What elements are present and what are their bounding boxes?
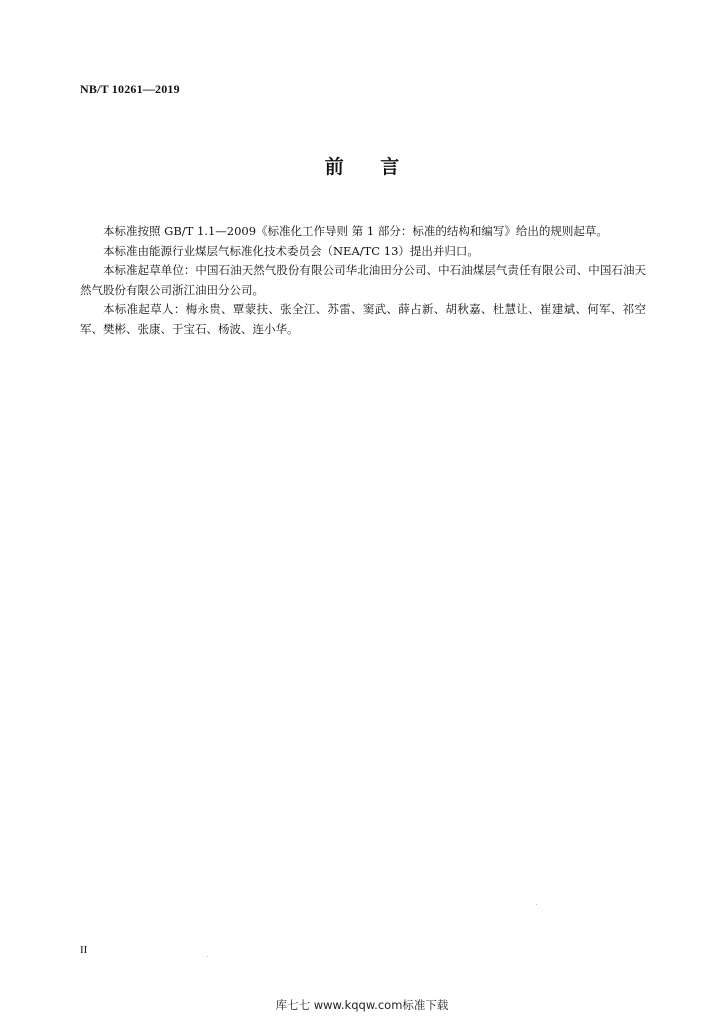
foreword-body (80, 222, 646, 340)
paragraph-drafting-rules: 本标准按照 GB/T 1.1—2009《标准化工作导则 第 1 部分：标准的结构和编写》给出的规则起草。 (103, 224, 608, 238)
page-number: II (80, 944, 88, 956)
download-watermark: 库七七 www.kqqw.com标准下载 (275, 998, 449, 1012)
paragraph-proposer: 本标准由能源行业煤层气标准化技术委员会（NEA/TC 13）提出并归口。 (103, 243, 479, 258)
paragraph-drafters: 本标准起草人：梅永贵、覃蒙扶、张全江、苏雷、窦武、薛占新、胡秋嘉、杜慧让、崔建斌、何军、祁空军、樊彬、张康、于宝石、杨波、连小华。 (80, 302, 646, 336)
standard-number: NB/T 10261—2019 (80, 82, 180, 96)
scan-speck (207, 956, 208, 957)
page-title: 前 言 (324, 156, 400, 178)
paragraph-drafting-units: 本标准起草单位：中国石油天然气股份有限公司华北油田分公司、中石油煤层气责任有限公司、中国石油天然气股份有限公司浙江油田分公司。 (80, 263, 646, 297)
scan-speck (536, 904, 537, 905)
